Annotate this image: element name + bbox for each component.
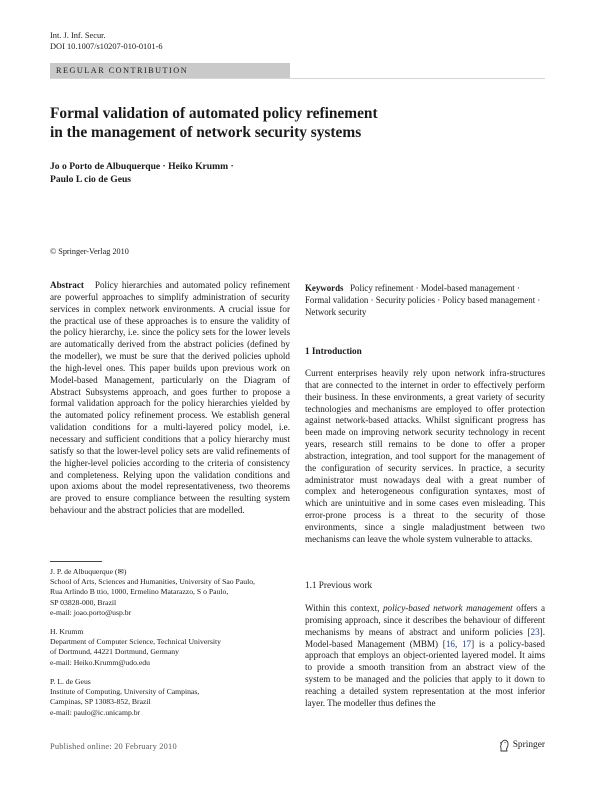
title-line-1: Formal validation of automated policy refinement bbox=[50, 105, 378, 122]
intro-paragraph: Current enterprises heavily rely upon network infra-structures that are connected to the internet in order to effectively perform their business. In these environments, a great variety of security technologies and mechanisms are employed to offer protection against network-based attacks. Whilst significant progress has been made on improving network security technology in recent years, research still remains to be done to offer a proper abstraction, integration, and tool support for the management of the configuration of security services. In practice, a security administrator must nowadays deal with a great number of complex and heterogeneous configuration syntaxes, most of which are unintuitive and in some cases even misleading. This error-prone process is a threat to the security of those environments, since a single maladjustment between two mechanisms can leave the whole system vulnerable to attacks. bbox=[305, 368, 545, 544]
article-title bbox=[50, 104, 430, 142]
abstract-text: Policy hierarchies and automated policy refinement are powerful approaches to simplify administration of security services in complex network environments. A crucial issue for the practical use of these approaches is to ensure the validity of the policy hierarchy, i.e. since the policy sets for the lower levels are automatically derived from the abstract policies (defined by the modeller), we must be sure that the derived policies uphold the high-level ones. This paper builds upon previous work on Model-based Management, particularly on the Diagram of Abstract Subsystems approach, and goes further to propose a formal validation approach for the policy hierarchies yielded by the automated policy refinement process. We establish general validation conditions for a multi-layered policy model, i.e. necessary and sufficient conditions that a policy hierarchy must satisfy so that the lower-level policy sets are valid refinements of the higher-level policies according to the criteria of consistency and completeness. Relying upon the validation conditions and upon axioms about the model representativeness, two theorems are proved to ensure compliance between the resulting system behaviour and the abstract policies that are modelled. bbox=[50, 280, 291, 516]
title-line-2: in the management of network security systems bbox=[50, 124, 362, 141]
affiliation-line: Rua Arlindo B ttio, 1000, Ermelino Matarazzo, S o Paulo, bbox=[50, 587, 229, 597]
citation-link[interactable]: 23 bbox=[530, 626, 540, 637]
text-run: Within this context, bbox=[305, 603, 383, 613]
affiliation-line: SP 03828-000, Brazil bbox=[50, 597, 117, 607]
band-rule bbox=[50, 78, 545, 79]
journal-header bbox=[50, 30, 163, 52]
affiliation-line: Department of Computer Science, Technical University bbox=[50, 637, 221, 647]
authors-line-1: Jo o Porto de Albuquerque · Heiko Krumm · bbox=[50, 161, 234, 172]
affiliation bbox=[50, 677, 295, 718]
text-run: ] is a policy-based approach that employs an object-oriented layered model. It aims to provide a smooth transition from an abstract view of the system to be managed and the policies that apply to it down to reaching a detailed system representation at the most inferior layer. The modeller thus defines the bbox=[305, 638, 545, 708]
affiliation-line: Institute of Computing, University of Campinas, bbox=[50, 687, 200, 697]
keywords-label: Keywords bbox=[305, 283, 344, 293]
affiliation-name: H. Krumm bbox=[50, 627, 84, 636]
affiliation-rule bbox=[50, 561, 102, 562]
copyright: © Springer-Verlag 2010 bbox=[50, 247, 129, 256]
section-band: REGULAR CONTRIBUTION bbox=[50, 63, 290, 78]
abstract bbox=[50, 280, 290, 517]
subsection-heading: 1.1 Previous work bbox=[305, 580, 373, 590]
text-run: ]. Model-based Management (MBM) [ bbox=[305, 626, 545, 649]
published-date: Published online: 20 February 2010 bbox=[50, 742, 177, 751]
citation-link[interactable]: 17 bbox=[461, 638, 472, 649]
affiliation-email[interactable]: e-mail: Heiko.Krumm@udo.edu bbox=[50, 657, 150, 667]
affiliation-email[interactable]: e-mail: paulo@ic.unicamp.br bbox=[50, 707, 141, 717]
citation-link[interactable]: 16 bbox=[445, 638, 455, 649]
emphasis-text: policy-based network management bbox=[382, 603, 513, 613]
affiliation-line: Campinas, SP 13083-852, Brazil bbox=[50, 697, 151, 707]
publisher-name: Springer bbox=[512, 740, 545, 750]
text-run: , bbox=[454, 638, 462, 649]
text-run: offers a promising approach, since it describes the behaviour of different mechanisms by means of abstract and uniform policies [ bbox=[305, 603, 546, 637]
keywords bbox=[305, 282, 545, 319]
authors-line-2: Paulo L cio de Geus bbox=[50, 174, 132, 185]
author-list bbox=[50, 160, 350, 186]
springer-logo bbox=[465, 738, 545, 752]
doi: DOI 10.1007/s10207-010-0101-6 bbox=[50, 42, 163, 51]
affiliation-line: School of Arts, Sciences and Humanities, University of Sao Paulo, bbox=[50, 577, 255, 587]
affiliation-name: P. L. de Geus bbox=[50, 677, 91, 686]
keywords-text: Policy refinement · Model-based management · Formal validation · Security policies · Policy based management · Network security bbox=[305, 283, 541, 318]
affiliation bbox=[50, 627, 295, 668]
affiliation-line: of Dortmund, 44221 Dortmund, Germany bbox=[50, 647, 179, 657]
journal-name: Int. J. Inf. Secur. bbox=[50, 31, 106, 40]
affiliation-email[interactable]: e-mail: joao.porto@usp.br bbox=[50, 607, 132, 617]
affiliation bbox=[50, 567, 295, 618]
affiliation-name: J. P. de Albuquerque (✉) bbox=[50, 567, 127, 576]
section-heading: 1 Introduction bbox=[305, 346, 362, 356]
previous-work-paragraph bbox=[305, 603, 545, 710]
abstract-label: Abstract bbox=[50, 280, 84, 290]
knight-icon bbox=[498, 739, 510, 752]
